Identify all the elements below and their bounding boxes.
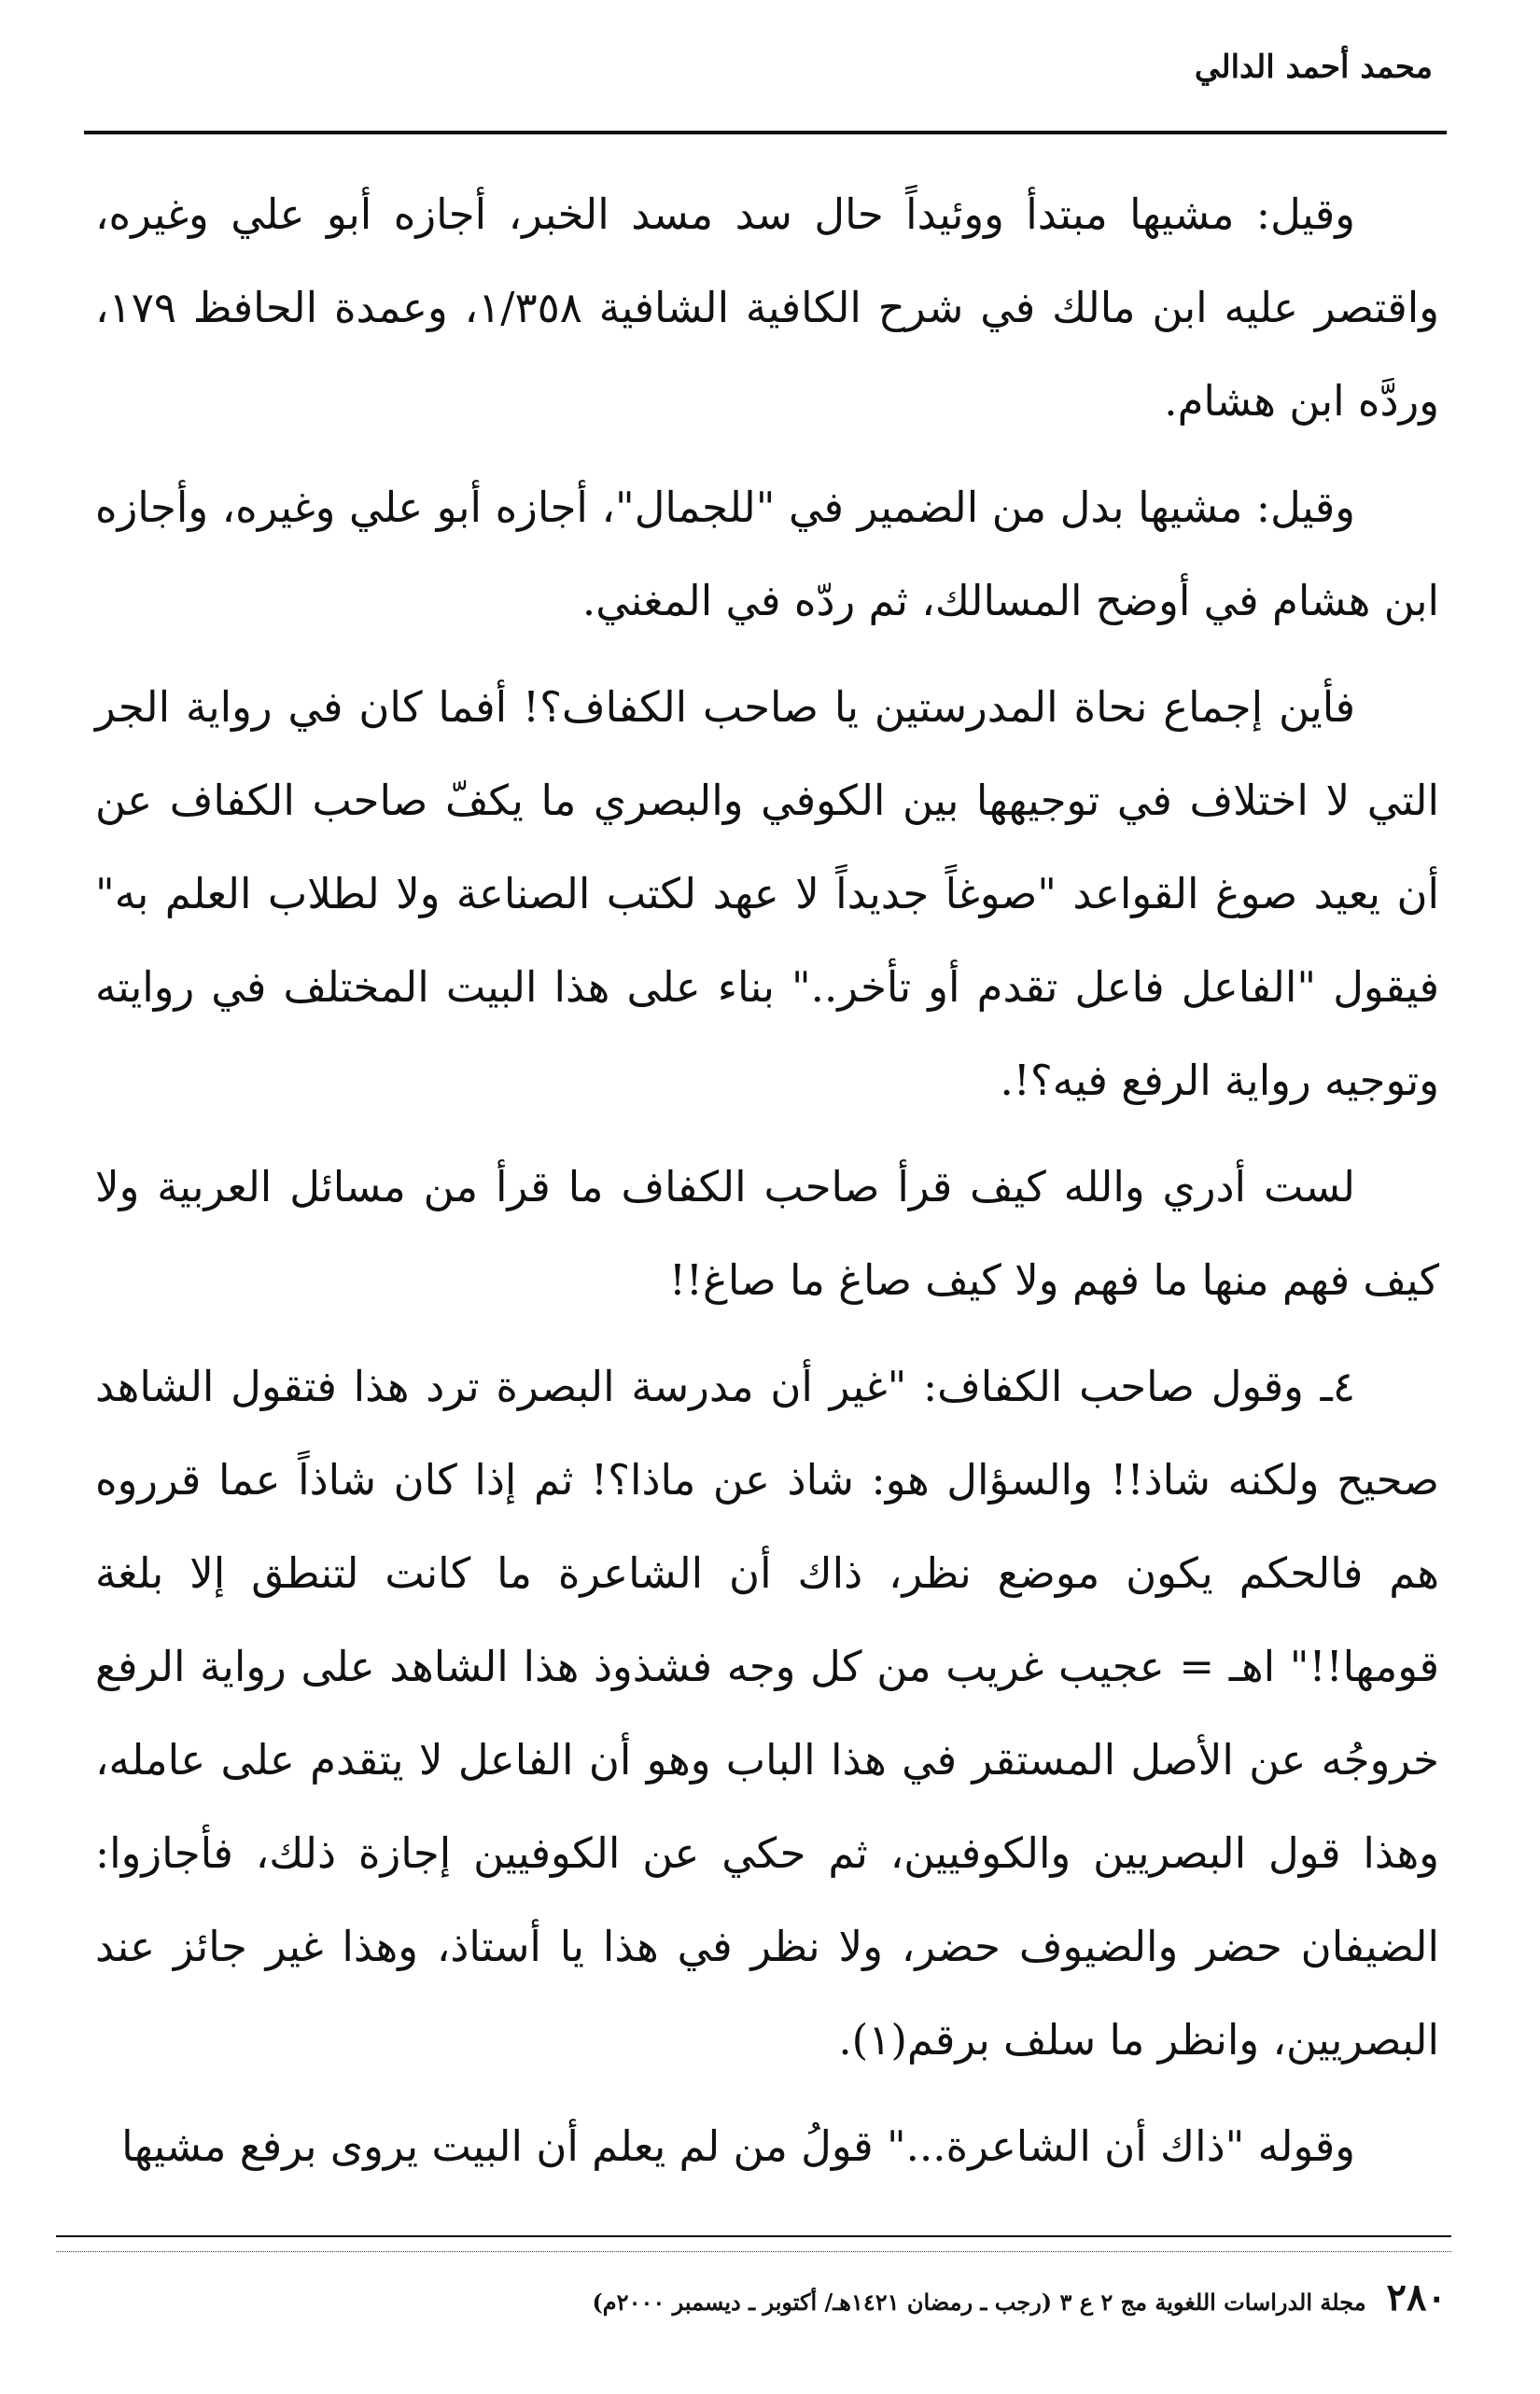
paragraph-5: ٤ـ وقول صاحب الكفاف: "غير أن مدرسة البصرة ترد هذا فتقول الشاهد صحيح ولكنه شاذ!! والسؤال هو: شاذ عن ماذا؟! ثم إذا كان شاذاً عما قرروه هم فالحكم يكون موضع نظر، ذاك أن الشاعرة ما كانت لتنطق إلا بلغة قومها!!" اهـ = عجيب غريب من كل وجه فشذوذ هذا الشاهد على رواية الرفع خروجُه عن الأصل المستقر في هذا الباب وهو أن الفاعل لا يتقدم على عامله، وهذا قول البصريين والكوفيين، ثم حكي عن الكوفيين إجازة ذلك، فأجازوا: الضيفان حضر والضيوف حضر، ولا نظر في هذا يا أستاذ، وهذا غير جائز عند البصريين، وانظر ما سلف برقم(١). <box>95 1362 1439 2065</box>
paragraph-1: وقيل: مشيها مبتدأ ووئيداً حال سد مسد الخبر، أجازه أبو علي وغيره، واقتصر عليه ابن مالك في شرح الكافية الشافية ١/٣٥٨، وعمدة الحافظ ١٧٩، وردَّه ابن هشام. <box>95 189 1439 426</box>
journal-citation: مجلة الدراسات اللغوية مج ٢ ع ٣ (رجب ـ رمضان ١٤٢١هـ/ أكتوبر ـ ديسمبر ٢٠٠٠م) <box>592 2289 1366 2316</box>
running-header-author: محمد أحمد الدالي <box>1194 49 1433 86</box>
paragraph-4: لست أدري والله كيف قرأ صاحب الكفاف ما قرأ من مسائل العربية ولا كيف فهم منها ما فهم ولا كيف صاغ ما صاغ!! <box>95 1162 1439 1305</box>
page-number: ٢٨٠ <box>1386 2275 1447 2319</box>
header-rule <box>84 131 1447 134</box>
paragraph-2: وقيل: مشيها بدل من الضمير في "للجمال"، أجازه أبو علي وغيره، وأجازه ابن هشام في أوضح المسالك، ثم ردّه في المغني. <box>95 483 1439 625</box>
footer-rule <box>56 2235 1451 2237</box>
paragraph-3: فأين إجماع نحاة المدرستين يا صاحب الكفاف؟! أفما كان في رواية الجر التي لا اختلاف في توجيهها بين الكوفي والبصري ما يكفّ صاحب الكفاف عن أن يعيد صوغ القواعد "صوغاً جديداً لا عهد لكتب الصناعة ولا لطلاب العلم به" فيقول "الفاعل فاعل تقدم أو تأخر.." بناء على هذا البيت المختلف في روايته وتوجيه رواية الرفع فيه؟!. <box>95 682 1439 1105</box>
page-footer <box>592 2275 1447 2319</box>
body-text <box>95 168 1439 2193</box>
footer-dotted-rule <box>56 2251 1451 2252</box>
paragraph-6: وقوله "ذاك أن الشاعرة..." قولُ من لم يعلم أن البيت يروى برفع مشيها <box>121 2121 1355 2171</box>
